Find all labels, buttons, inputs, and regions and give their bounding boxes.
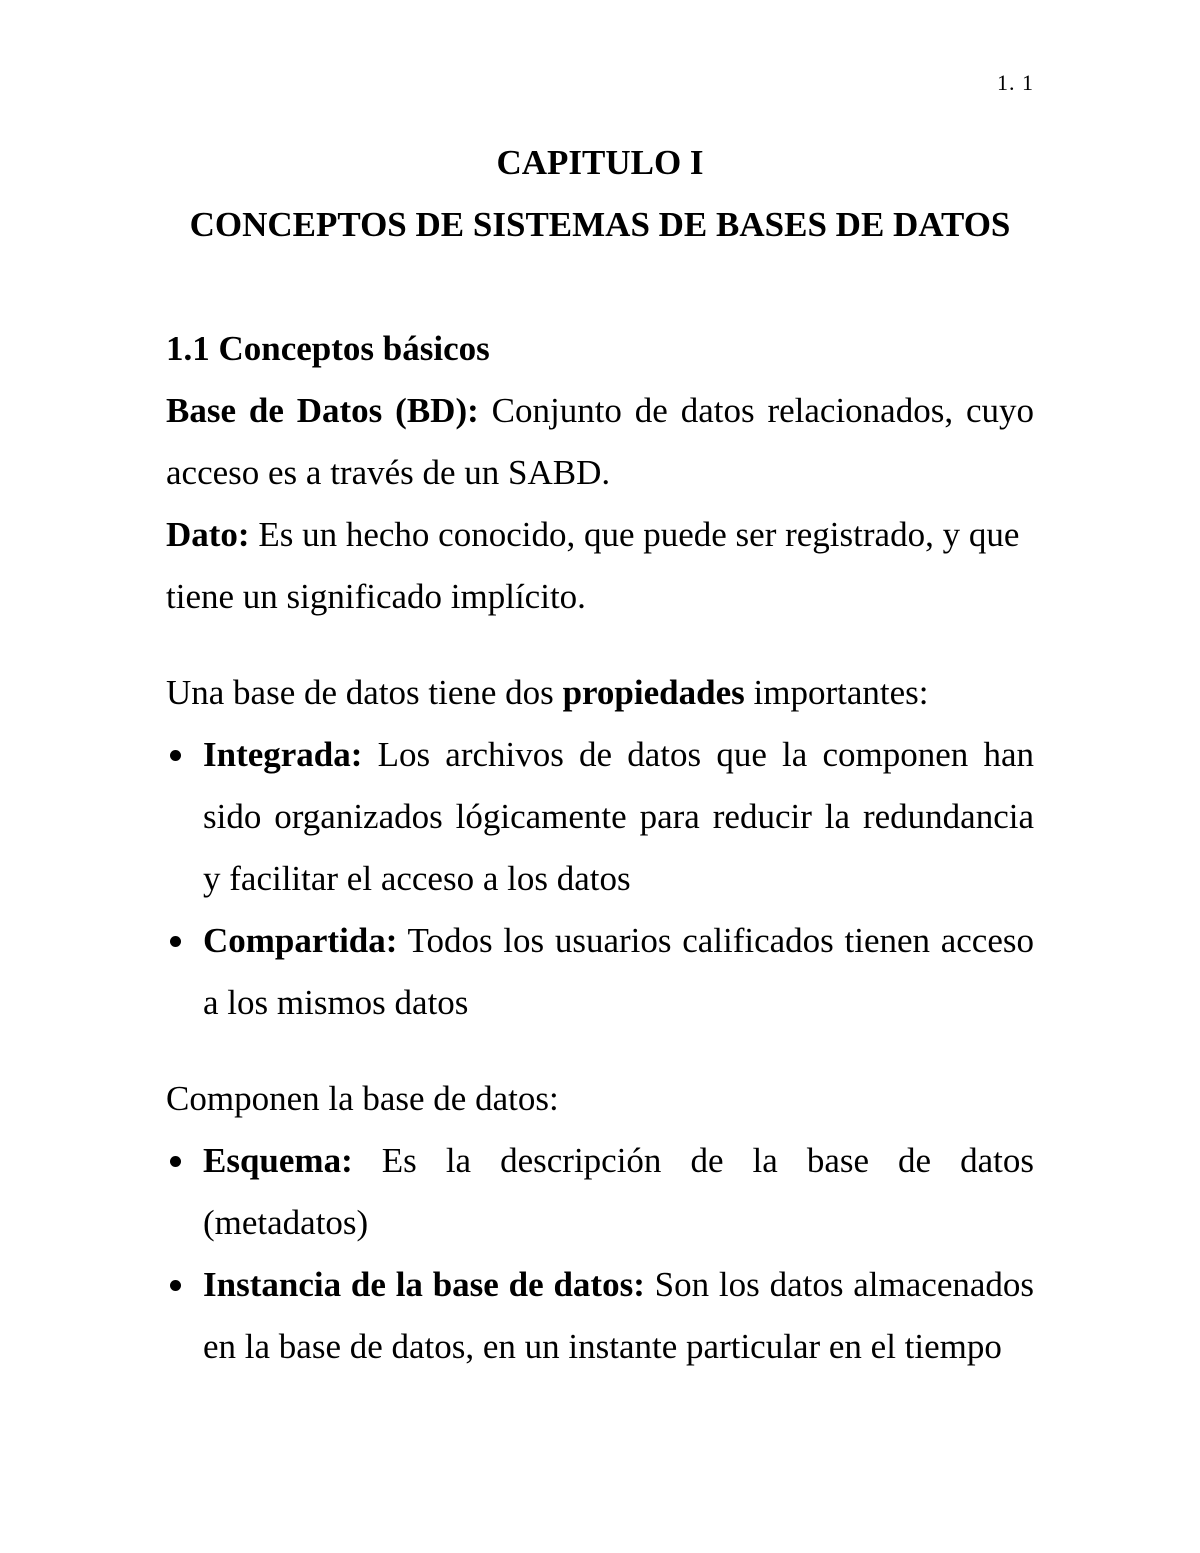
- properties-intro-text-end: importantes:: [744, 673, 929, 712]
- bullet-icon: [170, 936, 181, 947]
- definition-text: Es un hecho conocido, que puede ser registrado, y que tiene un significado implícito.: [166, 515, 1020, 616]
- list-item: [166, 1130, 1034, 1254]
- definition-term: Base de Datos (BD):: [166, 391, 479, 430]
- bullet-icon: [170, 750, 181, 761]
- list-item-text: Los archivos de datos que la componen han sido organizados lógicamente para reducir la redundancia y facilitar el acceso a los datos: [203, 735, 1034, 898]
- properties-intro-bold: propiedades: [562, 673, 745, 712]
- list-item: [166, 724, 1034, 910]
- list-item: [166, 1254, 1034, 1378]
- definition-base-de-datos: [166, 380, 1034, 504]
- definition-dato: [166, 504, 1034, 628]
- page-number: 1. 1: [997, 70, 1034, 95]
- definition-term: Dato:: [166, 515, 250, 554]
- properties-intro-text: Una base de datos tiene dos: [166, 673, 563, 712]
- definition-text: Conjunto de datos relacionados, cuyo acceso es a través de un SABD.: [166, 391, 1034, 492]
- list-item-term: Instancia de la base de datos:: [203, 1265, 645, 1304]
- list-item-text: Todos los usuarios calificados tienen acceso a los mismos datos: [203, 921, 1034, 1022]
- document-body: [166, 138, 1034, 1378]
- list-item-term: Esquema:: [203, 1141, 353, 1180]
- list-item-text: Son los datos almacenados en la base de datos, en un instante particular en el tiempo: [203, 1265, 1035, 1366]
- bullet-icon: [170, 1156, 181, 1167]
- paragraph-gap: [166, 628, 1034, 662]
- components-list: [166, 1130, 1034, 1378]
- list-item: [166, 910, 1034, 1034]
- chapter-title: CAPITULO I: [496, 143, 704, 182]
- bullet-icon: [170, 1280, 181, 1291]
- chapter-subtitle: CONCEPTOS DE SISTEMAS DE BASES DE DATOS: [189, 205, 1011, 244]
- list-item-term: Compartida:: [203, 921, 398, 960]
- components-intro: Componen la base de datos:: [166, 1079, 559, 1118]
- section-title: 1.1 Conceptos básicos: [166, 329, 490, 368]
- properties-list: [166, 724, 1034, 1034]
- properties-intro: [166, 662, 1034, 724]
- list-item-text: Es la descripción de la base de datos (metadatos): [203, 1141, 1034, 1242]
- list-item-term: Integrada:: [203, 735, 363, 774]
- paragraph-gap: [166, 1034, 1034, 1068]
